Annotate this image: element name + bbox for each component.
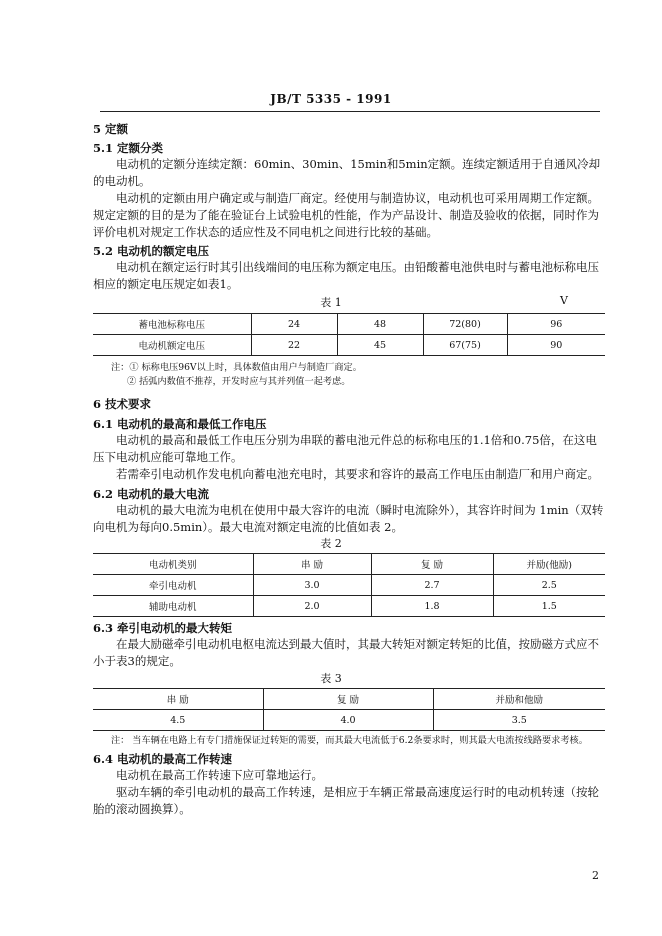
table-cell: 4.0: [263, 710, 433, 731]
section-6-3-title: 6.3 牵引电动机的最大转矩: [93, 621, 233, 635]
section-5-1-title: 5.1 定额分类: [93, 141, 164, 155]
section-6-1-para-1: 电动机的最高和最低工作电压分别为串联的蓄电池元件总的标称电压的1.1倍和0.75倍，在这电压下电动机应能可靠地工作。: [93, 433, 597, 464]
table-1-caption: 表 1: [320, 296, 342, 309]
table-cell: 1.5: [493, 596, 605, 617]
table-3: [93, 688, 605, 731]
table-3-note: 注： 当车辆在电路上有专门措施保证过转矩的需要，而其最大电流低于6.2条要求时，则其最大电流按线路要求考核。: [111, 735, 588, 746]
table-cell: 2.5: [493, 575, 605, 596]
page-number: 2: [592, 869, 599, 882]
table-3-caption: 表 3: [320, 672, 342, 685]
table-row: [93, 575, 605, 596]
table-row: [93, 554, 605, 575]
table-cell: 辅助电动机: [148, 602, 197, 613]
document-header: JB/T 5335 - 1991: [270, 92, 392, 106]
header-rule: [100, 111, 600, 112]
section-5-1-para-1: 电动机的定额分连续定额：60min、30min、15min和5min定额。连续定额适用于自通风冷却的电动机。: [93, 157, 601, 188]
section-6-3-para-1: 在最大励磁牵引电动机电枢电流达到最大值时，其最大转矩对额定转矩的比值，按励磁方式应不小于表3的规定。: [93, 637, 599, 668]
table-cell: 90: [507, 335, 605, 356]
section-6-4-title: 6.4 电动机的最高工作转速: [93, 752, 233, 766]
table-row: [93, 314, 605, 335]
section-6-1-title: 6.1 电动机的最高和最低工作电压: [93, 417, 267, 431]
table-cell: 蓄电池标称电压: [138, 320, 205, 331]
table-cell: 1.8: [371, 596, 493, 617]
section-6-2-title: 6.2 电动机的最大电流: [93, 487, 210, 501]
table-1-note-1: 注：① 标称电压96V以上时，具体数值由用户与制造厂商定。: [111, 362, 362, 373]
section-6-1-para-2: 若需牵引电动机作发电机向蓄电池充电时，其要求和容许的最高工作电压由制造厂和用户商定。: [116, 467, 599, 481]
table-cell: 96: [507, 314, 605, 335]
table-header-cell: 串 励: [166, 695, 189, 706]
section-6-title: 6 技术要求: [93, 397, 152, 411]
table-cell: 72(80): [423, 314, 507, 335]
table-1-note-2: ② 括弧内数值不推荐，开发时应与其并列值一起考虑。: [127, 376, 351, 387]
table-header-cell: 复 励: [263, 689, 433, 710]
table-cell: 24: [251, 314, 337, 335]
table-header-cell: 并励(他励): [493, 554, 605, 575]
table-header-cell: 串 励: [253, 554, 371, 575]
section-6-4-para-1: 电动机在最高工作转速下应可靠地运行。: [116, 768, 323, 782]
table-cell: 2.7: [371, 575, 493, 596]
table-header-cell: 复 励: [371, 554, 493, 575]
table-cell: 22: [251, 335, 337, 356]
table-row: [93, 335, 605, 356]
table-cell: 2.0: [253, 596, 371, 617]
table-2-caption: 表 2: [320, 537, 342, 550]
table-cell: 3.0: [253, 575, 371, 596]
table-cell: 电动机额定电压: [138, 341, 205, 352]
table-1: [93, 313, 605, 356]
table-row: [93, 596, 605, 617]
table-cell: 牵引电动机: [148, 581, 197, 592]
section-5-2-para-1: 电动机在额定运行时其引出线端间的电压称为额定电压。由铅酸蓄电池供电时与蓄电池标称电压相应的额定电压规定如表1。: [93, 260, 599, 291]
table-cell: 4.5: [170, 714, 186, 726]
table-2: [93, 553, 605, 617]
table-cell: 45: [337, 335, 423, 356]
table-header-cell: 并励和他励: [433, 689, 605, 710]
table-cell: 48: [337, 314, 423, 335]
section-5-1-para-2: 电动机的定额由用户确定或与制造厂商定。经使用与制造协议，电动机也可采用周期工作定额。规定定额的目的是为了能在验证台上试验电机的性能，作为产品设计、制造及验收的依据，同时作为评价电机对规定工作状态的适应性及不同电机之间进行比较的基础。: [93, 191, 599, 239]
section-5-2-title: 5.2 电动机的额定电压: [93, 244, 210, 258]
table-row: [93, 710, 605, 731]
section-5-title: 5 定额: [93, 122, 129, 136]
table-row: [93, 689, 605, 710]
table-1-unit: V: [560, 294, 568, 307]
section-6-2-para-1: 电动机的最大电流为电机在使用中最大容许的电流（瞬时电流除外），其容许时间为 1min（双转向电机为每向0.5min）。最大电流对额定电流的比值如表 2。: [93, 503, 604, 534]
table-cell: 3.5: [433, 710, 605, 731]
section-6-4-para-2: 驱动车辆的牵引电动机的最高工作转速，是相应于车辆正常最高速度运行时的电动机转速（按轮胎的滚动圆换算）。: [93, 785, 599, 816]
table-header-cell: 电动机类别: [148, 560, 197, 571]
table-cell: 67(75): [423, 335, 507, 356]
